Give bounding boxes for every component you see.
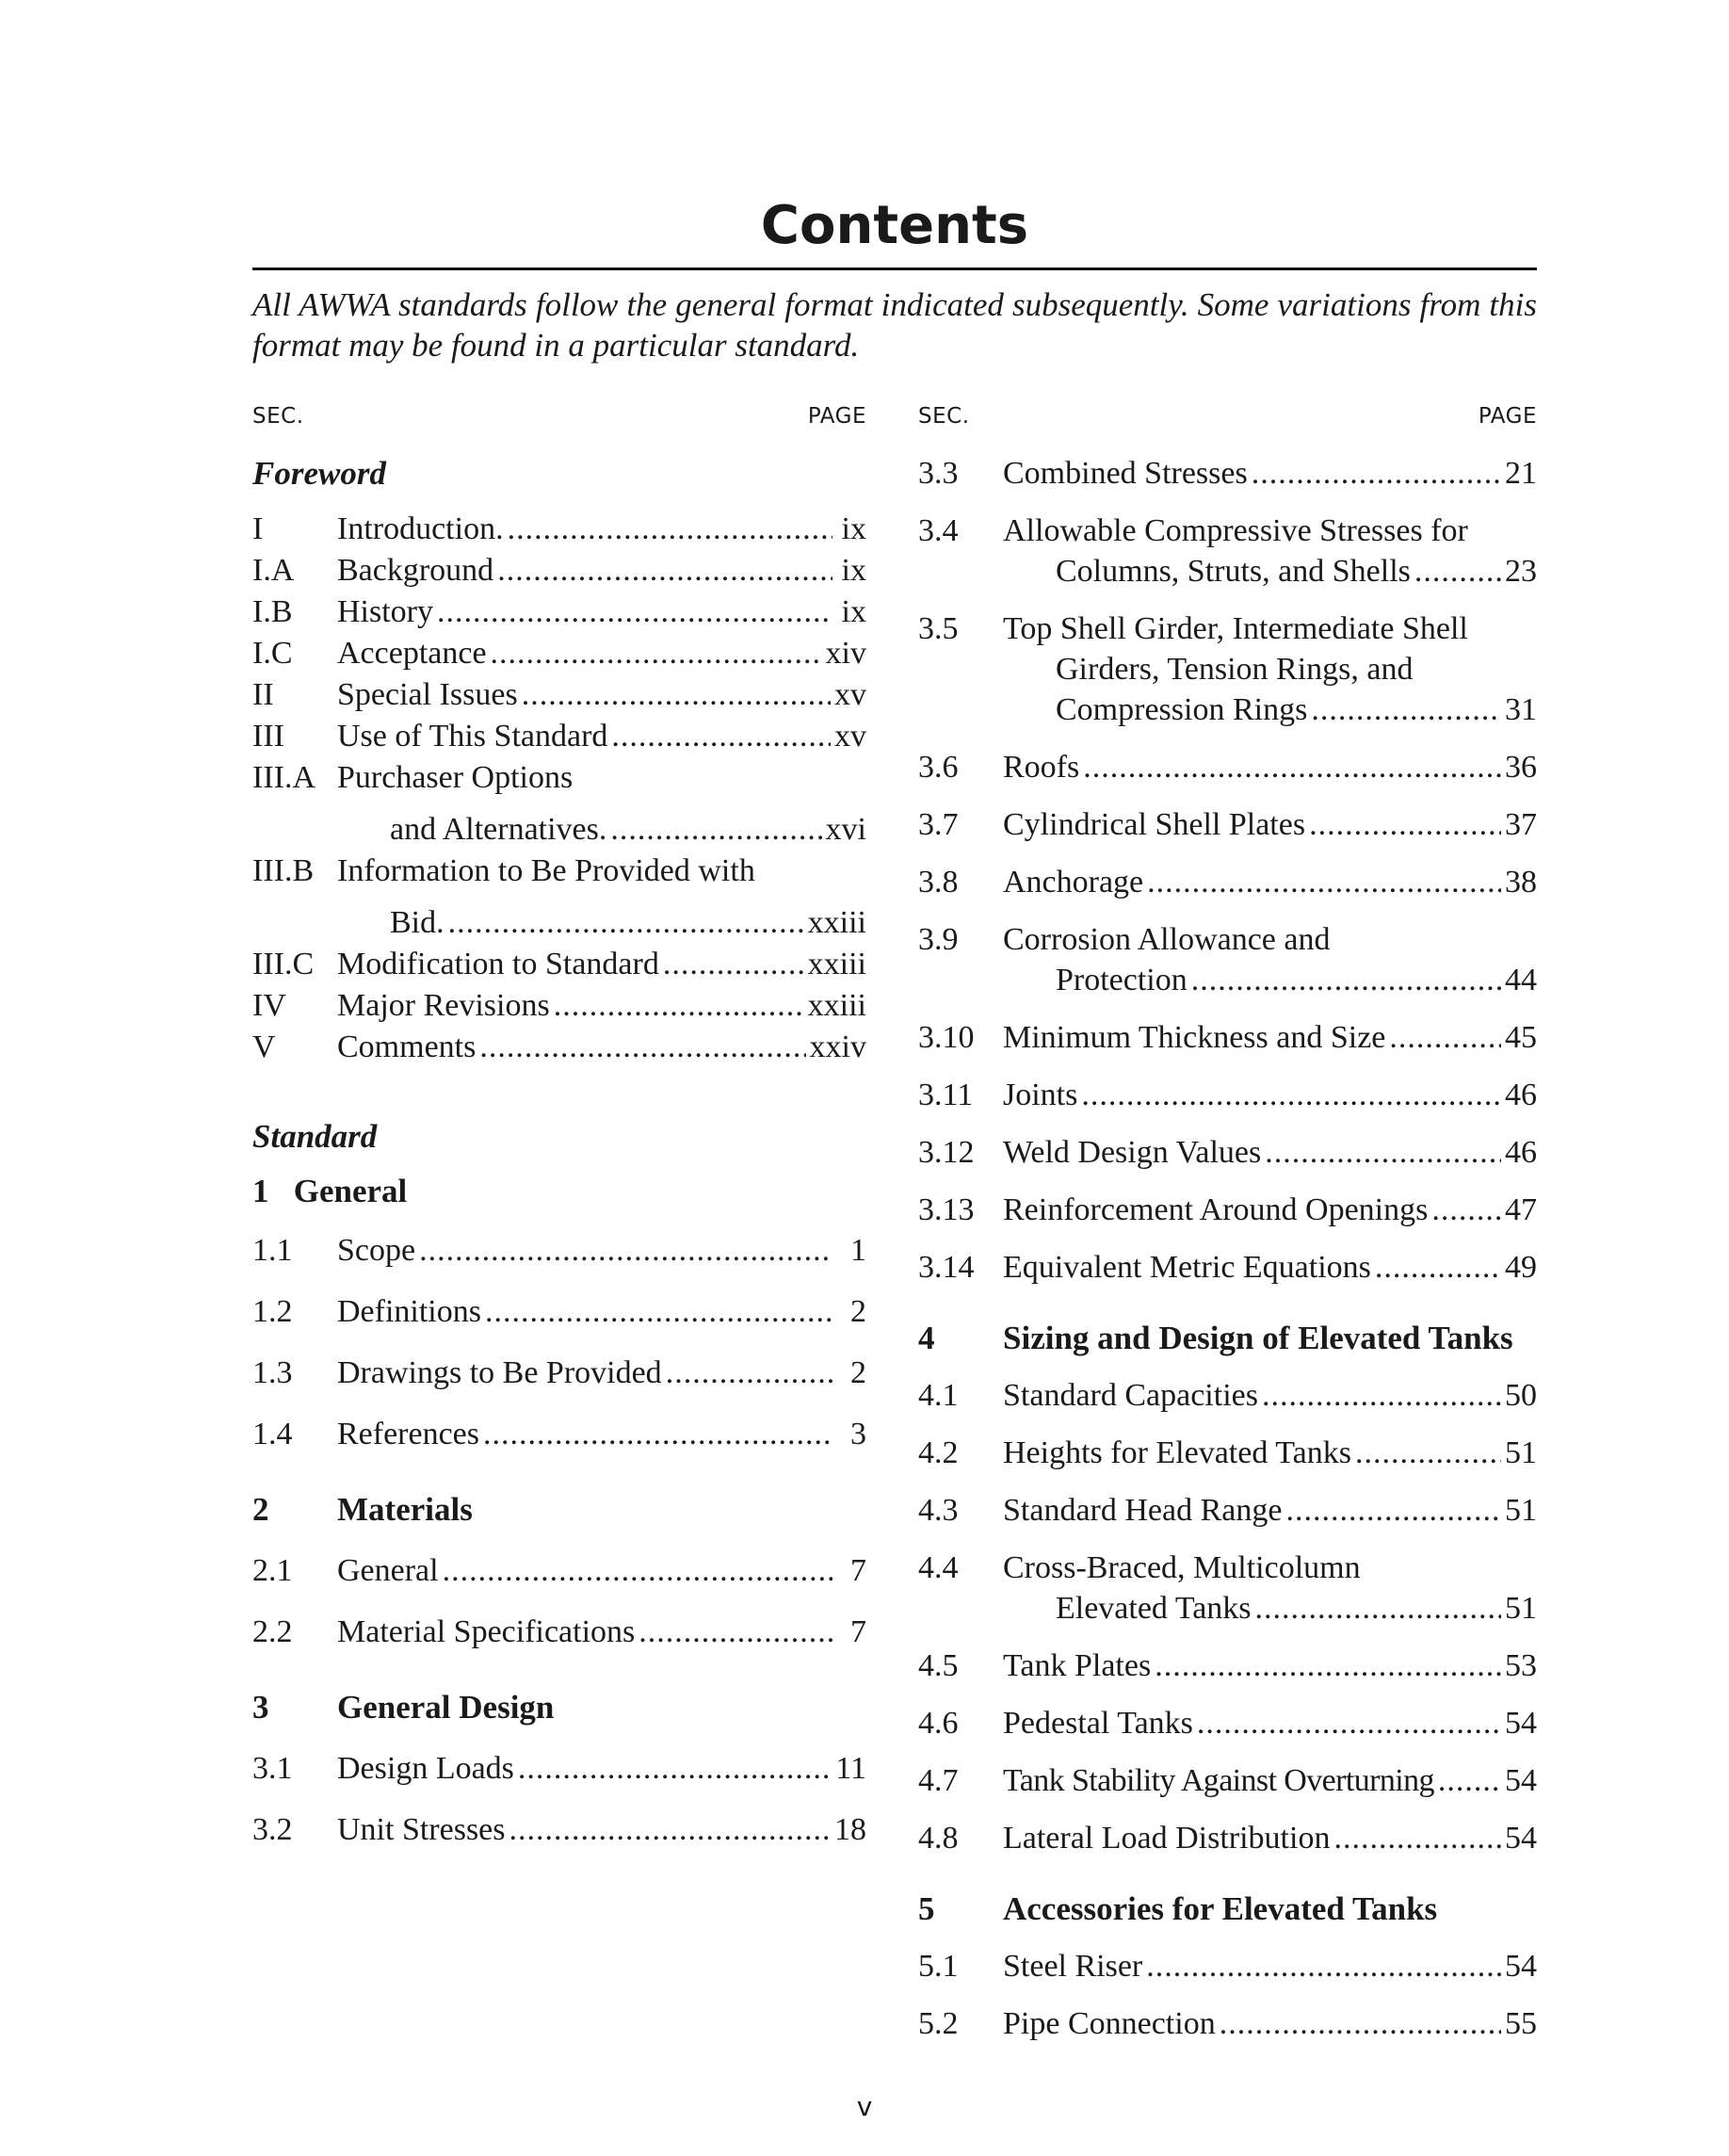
entry-page: 7 bbox=[850, 1553, 866, 1588]
page-title: Contents bbox=[760, 195, 1029, 256]
title-rule bbox=[252, 267, 1537, 270]
entry-title: Acceptance bbox=[337, 636, 487, 671]
section-title: General bbox=[293, 1173, 408, 1209]
toc-entry[interactable] bbox=[918, 804, 1537, 845]
entry-page: 38 bbox=[1505, 865, 1537, 900]
entry-page: 3 bbox=[850, 1417, 866, 1451]
dot-leader bbox=[1389, 1017, 1501, 1058]
dot-leader bbox=[485, 1291, 832, 1332]
section-title: Sizing and Design of Elevated Tanks bbox=[1003, 1320, 1513, 1356]
dot-leader bbox=[497, 550, 832, 591]
entry-number: 1.4 bbox=[252, 1417, 293, 1451]
toc-entry[interactable] bbox=[918, 1132, 1537, 1173]
toc-entry[interactable] bbox=[252, 633, 866, 673]
entry-title: Information to Be Provided with bbox=[337, 853, 755, 888]
entry-page: 7 bbox=[850, 1614, 866, 1649]
entry-title: History bbox=[337, 594, 433, 629]
entry-title: Drawings to Be Provided bbox=[337, 1355, 662, 1390]
entry-number: 3.1 bbox=[252, 1751, 293, 1786]
entry-title: Comments bbox=[337, 1029, 477, 1064]
entry-page: 11 bbox=[835, 1751, 866, 1786]
toc-entry[interactable] bbox=[252, 592, 866, 632]
foreword-heading: Foreword bbox=[252, 455, 386, 492]
entry-title: Tank Plates bbox=[1003, 1648, 1152, 1683]
toc-entry[interactable] bbox=[918, 1818, 1537, 1858]
entry-title: Introduction. bbox=[337, 511, 504, 546]
section-title: Materials bbox=[337, 1491, 473, 1528]
toc-entry[interactable] bbox=[252, 1612, 866, 1652]
entry-title: Pipe Connection bbox=[1003, 2006, 1216, 2041]
toc-entry[interactable] bbox=[918, 1375, 1537, 1416]
dot-leader bbox=[1191, 960, 1501, 1000]
entry-title: Definitions bbox=[337, 1294, 481, 1329]
entry-page: 21 bbox=[1505, 456, 1537, 491]
entry-number: 4.4 bbox=[918, 1550, 959, 1585]
dot-leader bbox=[554, 985, 804, 1026]
section-number: 5 bbox=[918, 1890, 935, 1927]
entry-number: II bbox=[252, 677, 274, 712]
entry-title: Heights for Elevated Tanks bbox=[1003, 1435, 1351, 1470]
dot-leader bbox=[1147, 862, 1501, 902]
standard-heading: Standard bbox=[252, 1118, 378, 1155]
entry-number: 2.1 bbox=[252, 1553, 293, 1588]
dot-leader bbox=[1285, 1490, 1501, 1531]
entry-page: xxiii bbox=[807, 905, 866, 940]
entry-number: I bbox=[252, 511, 264, 546]
toc-entry[interactable] bbox=[918, 747, 1537, 787]
entry-title: Allowable Compressive Stresses for bbox=[1003, 513, 1468, 548]
dot-leader bbox=[1262, 1375, 1501, 1416]
entry-page: 54 bbox=[1505, 1949, 1537, 1984]
entry-title-cont: and Alternatives. bbox=[390, 812, 607, 847]
toc-entry[interactable] bbox=[918, 1760, 1537, 1801]
intro-paragraph: All AWWA standards follow the general format indicated subsequently. Some variations from this format may be found in a particular standard. bbox=[252, 286, 1537, 364]
entry-page: 18 bbox=[834, 1812, 866, 1847]
entry-page: xxiii bbox=[807, 988, 866, 1023]
dot-leader bbox=[518, 1748, 832, 1789]
entry-number: III.B bbox=[252, 853, 315, 888]
dot-leader bbox=[1255, 1588, 1501, 1629]
toc-entry[interactable] bbox=[252, 1809, 866, 1850]
toc-entry[interactable] bbox=[918, 1190, 1537, 1230]
toc-entry[interactable] bbox=[918, 2003, 1537, 2044]
entry-page: 46 bbox=[1505, 1135, 1537, 1170]
dot-leader bbox=[479, 1027, 805, 1067]
toc-entry[interactable] bbox=[918, 862, 1537, 902]
sec-label: SEC. bbox=[252, 404, 304, 429]
dot-leader bbox=[610, 809, 821, 850]
page-number: v bbox=[856, 2091, 873, 2122]
section-number: 2 bbox=[252, 1491, 269, 1528]
dot-leader bbox=[443, 1550, 832, 1591]
entry-number: 3.9 bbox=[918, 922, 959, 957]
toc-entry[interactable] bbox=[252, 1414, 866, 1454]
entry-title: Minimum Thickness and Size bbox=[1003, 1020, 1386, 1055]
section-title: Accessories for Elevated Tanks bbox=[1003, 1890, 1438, 1927]
entry-number: 3.10 bbox=[918, 1020, 975, 1055]
entry-number: 5.1 bbox=[918, 1949, 959, 1984]
toc-entry[interactable] bbox=[918, 1548, 1537, 1629]
section-number: 4 bbox=[918, 1320, 935, 1356]
entry-number: 3.11 bbox=[918, 1078, 974, 1112]
entry-page: ix bbox=[841, 511, 866, 546]
entry-page: 54 bbox=[1505, 1763, 1537, 1798]
toc-entry[interactable] bbox=[252, 550, 866, 591]
entry-page: 23 bbox=[1505, 554, 1537, 589]
entry-page: 50 bbox=[1505, 1378, 1537, 1413]
entry-title: Special Issues bbox=[337, 677, 518, 712]
entry-number: 3.7 bbox=[918, 807, 959, 842]
entry-page: ix bbox=[841, 594, 866, 629]
toc-right-column bbox=[918, 400, 1537, 2044]
entry-title: Equivalent Metric Equations bbox=[1003, 1250, 1371, 1285]
dot-leader bbox=[1309, 804, 1501, 845]
entry-number: 1.3 bbox=[252, 1355, 293, 1390]
entry-title: Unit Stresses bbox=[337, 1812, 506, 1847]
entry-page: 51 bbox=[1505, 1435, 1537, 1470]
section-number: 1 bbox=[252, 1173, 269, 1209]
entry-page: 2 bbox=[850, 1355, 866, 1390]
entry-page: 44 bbox=[1505, 963, 1537, 997]
entry-title: Pedestal Tanks bbox=[1003, 1706, 1193, 1741]
entry-title: Roofs bbox=[1003, 750, 1080, 785]
toc-entry[interactable] bbox=[918, 1433, 1537, 1473]
entry-title: Reinforcement Around Openings bbox=[1003, 1192, 1429, 1227]
entry-number: 4.3 bbox=[918, 1493, 959, 1528]
entry-title: Design Loads bbox=[337, 1751, 514, 1786]
dot-leader bbox=[1431, 1190, 1501, 1230]
entry-title-cont: Elevated Tanks bbox=[1056, 1591, 1252, 1626]
toc-entry[interactable] bbox=[252, 674, 866, 715]
entry-title: Purchaser Options bbox=[337, 760, 574, 795]
entry-title: Weld Design Values bbox=[1003, 1135, 1262, 1170]
entry-title-cont: Girders, Tension Rings, and bbox=[1056, 652, 1414, 687]
dot-leader bbox=[1197, 1703, 1501, 1743]
entry-page: 54 bbox=[1505, 1706, 1537, 1741]
entry-number: III.C bbox=[252, 947, 315, 981]
toc-entry[interactable] bbox=[918, 453, 1537, 494]
entry-page: xiv bbox=[825, 636, 866, 671]
section-number: 3 bbox=[252, 1689, 269, 1726]
toc-entry[interactable] bbox=[918, 1703, 1537, 1743]
entry-title: Background bbox=[337, 553, 494, 588]
toc-entry[interactable] bbox=[918, 511, 1537, 592]
toc-entry[interactable] bbox=[918, 919, 1537, 1000]
entry-number: 3.2 bbox=[252, 1812, 293, 1847]
dot-leader bbox=[663, 944, 804, 984]
entry-number: 3.12 bbox=[918, 1135, 975, 1170]
toc-entry[interactable] bbox=[918, 1490, 1537, 1531]
entry-page: 1 bbox=[850, 1233, 866, 1268]
dot-leader bbox=[611, 716, 831, 756]
entry-number: III.A bbox=[252, 760, 316, 795]
entry-page: 47 bbox=[1505, 1192, 1537, 1227]
entry-page: 51 bbox=[1505, 1591, 1537, 1626]
toc-entry[interactable] bbox=[918, 1247, 1537, 1288]
entry-number: 4.6 bbox=[918, 1706, 959, 1741]
entry-title: Lateral Load Distribution bbox=[1003, 1821, 1331, 1856]
entry-title: Cross-Braced, Multicolumn bbox=[1003, 1550, 1361, 1585]
entry-title-cont: Columns, Struts, and Shells bbox=[1056, 554, 1411, 589]
entry-number: 3.8 bbox=[918, 865, 959, 900]
dot-leader bbox=[509, 1809, 832, 1850]
entry-page: xv bbox=[834, 719, 866, 754]
dot-leader bbox=[491, 633, 822, 673]
entry-title: Material Specifications bbox=[337, 1614, 636, 1649]
dot-leader bbox=[1083, 747, 1501, 787]
entry-number: 3.3 bbox=[918, 456, 959, 491]
toc-entry[interactable] bbox=[252, 1291, 866, 1332]
entry-number: 4.7 bbox=[918, 1763, 959, 1798]
entry-page: 46 bbox=[1505, 1078, 1537, 1112]
entry-number: 4.2 bbox=[918, 1435, 959, 1470]
entry-page: 51 bbox=[1505, 1493, 1537, 1528]
toc-entry[interactable] bbox=[252, 1230, 866, 1271]
toc-entry[interactable] bbox=[252, 757, 866, 850]
section-heading bbox=[252, 1489, 866, 1530]
page-label: PAGE bbox=[1478, 404, 1537, 429]
toc-entry[interactable] bbox=[252, 716, 866, 756]
entry-title: General bbox=[337, 1553, 439, 1588]
entry-title: Scope bbox=[337, 1233, 416, 1268]
entry-title: References bbox=[337, 1417, 480, 1451]
entry-number: 3.13 bbox=[918, 1192, 975, 1227]
entry-title: Modification to Standard bbox=[337, 947, 659, 981]
dot-leader bbox=[522, 674, 831, 715]
entry-page: 36 bbox=[1505, 750, 1537, 785]
entry-title: Cylindrical Shell Plates bbox=[1003, 807, 1306, 842]
entry-title: Corrosion Allowance and bbox=[1003, 922, 1331, 957]
toc-entry[interactable] bbox=[252, 509, 866, 549]
section-heading bbox=[252, 1171, 866, 1211]
entry-title: Combined Stresses bbox=[1003, 456, 1248, 491]
entry-page: 31 bbox=[1505, 692, 1537, 727]
dot-leader bbox=[1265, 1132, 1501, 1173]
entry-title: Steel Riser bbox=[1003, 1949, 1143, 1984]
entry-title: Tank Stability Against Overturning bbox=[1003, 1763, 1434, 1798]
page-label: PAGE bbox=[807, 404, 866, 429]
entry-title: Joints bbox=[1003, 1078, 1078, 1112]
entry-page: 49 bbox=[1505, 1250, 1537, 1285]
toc-entry[interactable] bbox=[918, 1946, 1537, 1986]
dot-leader bbox=[508, 509, 832, 549]
dot-leader bbox=[1355, 1433, 1501, 1473]
entry-title: Use of This Standard bbox=[337, 719, 608, 754]
entry-number: 3.5 bbox=[918, 611, 959, 646]
dot-leader bbox=[448, 902, 804, 943]
toc-entry[interactable] bbox=[918, 1645, 1537, 1686]
dot-leader bbox=[1375, 1247, 1501, 1288]
section-title: General Design bbox=[337, 1689, 555, 1726]
entry-page: 54 bbox=[1505, 1821, 1537, 1856]
entry-title: Standard Capacities bbox=[1003, 1378, 1258, 1413]
entry-title-cont: Protection bbox=[1056, 963, 1188, 997]
dot-leader bbox=[1438, 1760, 1501, 1801]
dot-leader bbox=[1081, 1075, 1501, 1115]
entry-number: 1.1 bbox=[252, 1233, 293, 1268]
toc-entry[interactable] bbox=[252, 851, 866, 943]
toc-entry[interactable] bbox=[252, 1027, 866, 1067]
dot-leader bbox=[437, 592, 832, 632]
entry-number: 3.6 bbox=[918, 750, 959, 785]
toc-entry[interactable] bbox=[252, 1748, 866, 1789]
entry-page: ix bbox=[841, 553, 866, 588]
toc-entry[interactable] bbox=[252, 1353, 866, 1393]
entry-page: xv bbox=[834, 677, 866, 712]
entry-number: IV bbox=[252, 988, 286, 1023]
entry-title: Major Revisions bbox=[337, 988, 550, 1023]
toc-entry[interactable] bbox=[918, 1017, 1537, 1058]
entry-number: I.C bbox=[252, 636, 293, 671]
dot-leader bbox=[638, 1612, 832, 1652]
dot-leader bbox=[1414, 551, 1501, 592]
entry-number: 4.1 bbox=[918, 1378, 959, 1413]
entry-number: III bbox=[252, 719, 284, 754]
entry-page: 2 bbox=[850, 1294, 866, 1329]
dot-leader bbox=[666, 1353, 832, 1393]
toc-entry[interactable] bbox=[252, 1550, 866, 1591]
toc-entry[interactable] bbox=[252, 985, 866, 1026]
dot-leader bbox=[419, 1230, 832, 1271]
entry-number: 4.5 bbox=[918, 1648, 959, 1683]
entry-number: I.B bbox=[252, 594, 293, 629]
entry-page: 45 bbox=[1505, 1020, 1537, 1055]
entry-title: Standard Head Range bbox=[1003, 1493, 1283, 1528]
entry-number: 5.2 bbox=[918, 2006, 959, 2041]
dot-leader bbox=[1146, 1946, 1501, 1986]
column-header bbox=[252, 400, 866, 438]
dot-leader bbox=[1252, 453, 1501, 494]
entry-title: Anchorage bbox=[1003, 865, 1144, 900]
dot-leader bbox=[1155, 1645, 1501, 1686]
section-heading bbox=[918, 1889, 1537, 1929]
entry-page: 53 bbox=[1505, 1648, 1537, 1683]
dot-leader bbox=[1220, 2003, 1501, 2044]
dot-leader bbox=[483, 1414, 832, 1454]
entry-page: 37 bbox=[1505, 807, 1537, 842]
column-header bbox=[918, 400, 1537, 438]
entry-page: xxiii bbox=[807, 947, 866, 981]
section-heading bbox=[918, 1318, 1537, 1358]
entry-number: 3.14 bbox=[918, 1250, 975, 1285]
entry-title-cont: Compression Rings bbox=[1056, 692, 1308, 727]
dot-leader bbox=[1333, 1818, 1501, 1858]
entry-page: 55 bbox=[1505, 2006, 1537, 2041]
toc-entry[interactable] bbox=[252, 944, 866, 984]
dot-leader bbox=[1311, 689, 1501, 730]
toc-left-column bbox=[252, 400, 866, 1850]
toc-entry[interactable] bbox=[918, 1075, 1537, 1115]
entry-page: xvi bbox=[825, 812, 866, 847]
entry-number: 4.8 bbox=[918, 1821, 959, 1856]
entry-number: 3.4 bbox=[918, 513, 959, 548]
entry-title-cont: Bid. bbox=[390, 905, 444, 940]
entry-number: I.A bbox=[252, 553, 295, 588]
entry-number: V bbox=[252, 1029, 276, 1064]
toc-entry[interactable] bbox=[918, 608, 1537, 730]
entry-number: 2.2 bbox=[252, 1614, 293, 1649]
section-heading bbox=[252, 1687, 866, 1727]
sec-label: SEC. bbox=[918, 404, 970, 429]
entry-number: 1.2 bbox=[252, 1294, 293, 1329]
entry-page: xxiv bbox=[809, 1029, 866, 1064]
entry-title: Top Shell Girder, Intermediate Shell bbox=[1003, 611, 1468, 646]
